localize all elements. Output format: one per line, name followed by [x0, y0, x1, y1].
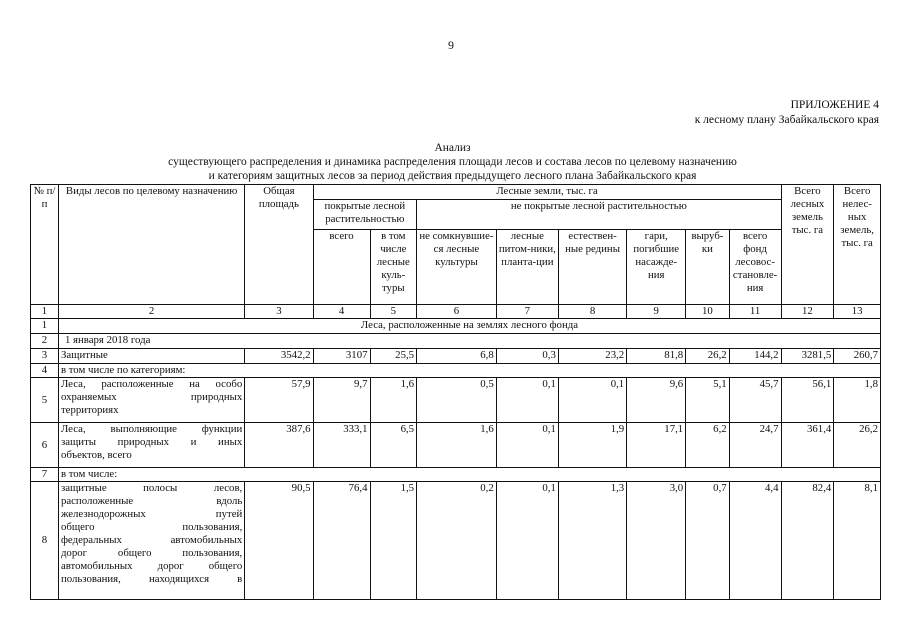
cell-value: 57,9 — [245, 378, 313, 423]
col-number: 3 — [245, 305, 313, 319]
cell-value: 17,1 — [627, 423, 686, 468]
header-total-forest: Всего лесных земель тыс. га — [781, 185, 834, 305]
cell-value: 5,1 — [686, 378, 729, 423]
cell-value: 24,7 — [729, 423, 781, 468]
cell-value: 144,2 — [729, 349, 781, 364]
table-row — [31, 482, 881, 600]
cell-value: 8,1 — [834, 482, 881, 600]
row-name-line: автомобильных дорог общего — [60, 560, 243, 572]
cell-value: 9,6 — [627, 378, 686, 423]
header-natural-sparse: естествен-ные редины — [558, 230, 626, 305]
cell-value: 1,5 — [370, 482, 417, 600]
cell-value: 45,7 — [729, 378, 781, 423]
row-name — [58, 482, 244, 600]
section-title: Леса, расположенные на землях лесного фонда — [58, 319, 880, 334]
cell-value: 90,5 — [245, 482, 313, 600]
title-line-1: Анализ — [434, 142, 471, 154]
cell-value: 26,2 — [686, 349, 729, 364]
cell-value: 26,2 — [834, 423, 881, 468]
cell-value: 9,7 — [313, 378, 370, 423]
header-incl-cultures: в том числе лесные куль-туры — [370, 230, 417, 305]
row-name-line: расположенные вдоль — [60, 495, 243, 507]
cell-value: 0,7 — [686, 482, 729, 600]
row-number: 1 — [31, 319, 59, 334]
col-number: 13 — [834, 305, 881, 319]
row-name-line: Леса, расположенные на особо — [60, 378, 243, 390]
header-burned: гари, погибшие насажде-ния — [627, 230, 686, 305]
row-number: 4 — [31, 364, 59, 378]
document-title — [0, 141, 905, 183]
col-number: 8 — [558, 305, 626, 319]
col-number: 12 — [781, 305, 834, 319]
col-number: 5 — [370, 305, 417, 319]
cell-value: 82,4 — [781, 482, 834, 600]
header-forest-lands: Лесные земли, тыс. га — [313, 185, 781, 200]
col-number: 7 — [496, 305, 558, 319]
cell-value: 1,6 — [370, 378, 417, 423]
subcategory-label: в том числе: — [58, 468, 880, 482]
row-name: Защитные — [58, 349, 244, 364]
col-number: 11 — [729, 305, 781, 319]
row-number: 6 — [31, 423, 59, 468]
table-row — [31, 423, 881, 468]
header-unclosed: не сомкнувшие-ся лесные культуры — [417, 230, 497, 305]
cell-value: 1,9 — [558, 423, 626, 468]
row-number: 5 — [31, 378, 59, 423]
header-nurseries: лесные питом-ники, планта-ции — [496, 230, 558, 305]
forest-analysis-table — [30, 184, 881, 600]
cell-value: 0,1 — [496, 482, 558, 600]
header-all: всего — [313, 230, 370, 305]
cell-value: 81,8 — [627, 349, 686, 364]
cell-value: 6,5 — [370, 423, 417, 468]
header-not-covered: не покрытые лесной растительностью — [417, 200, 781, 230]
title-line-2: существующего распределения и динамика распределения площади лесов и состава лесов по целевому назначению — [168, 156, 737, 168]
cell-value: 4,4 — [729, 482, 781, 600]
cell-value: 3107 — [313, 349, 370, 364]
header-total-reforest: всего фонд лесовос-становле-ния — [729, 230, 781, 305]
table-row — [31, 378, 881, 423]
row-number: 2 — [31, 334, 59, 349]
col-number: 4 — [313, 305, 370, 319]
cell-value: 56,1 — [781, 378, 834, 423]
cell-value: 0,2 — [417, 482, 497, 600]
table-row — [31, 468, 881, 482]
cell-value: 0,5 — [417, 378, 497, 423]
cell-value: 1,8 — [834, 378, 881, 423]
header-cuttings: выруб-ки — [686, 230, 729, 305]
cell-value: 260,7 — [834, 349, 881, 364]
row-name-line: дорог общего пользования, — [60, 547, 243, 559]
row-number: 7 — [31, 468, 59, 482]
row-name-line: федеральных автомобильных — [60, 534, 243, 546]
cell-value: 0,1 — [558, 378, 626, 423]
col-number: 2 — [58, 305, 244, 319]
header-row-1 — [31, 185, 881, 200]
page-number: 9 — [448, 38, 454, 52]
cell-value: 25,5 — [370, 349, 417, 364]
header-covered: покрытые лесной растительностью — [313, 200, 417, 230]
header-num: № п/п — [31, 185, 59, 305]
cell-value: 6,8 — [417, 349, 497, 364]
cell-value: 0,3 — [496, 349, 558, 364]
appendix-line-1: ПРИЛОЖЕНИЕ 4 — [790, 99, 879, 111]
column-number-row — [31, 305, 881, 319]
title-line-3: и категориям защитных лесов за период действия предыдущего лесного плана Забайкальского края — [208, 170, 697, 182]
col-number: 10 — [686, 305, 729, 319]
col-number: 6 — [417, 305, 497, 319]
row-name-line: территориях — [60, 404, 119, 416]
header-total: Общая площадь — [245, 185, 313, 305]
cell-value: 1,3 — [558, 482, 626, 600]
table-row — [31, 349, 881, 364]
row-name — [58, 378, 244, 423]
cell-value: 3542,2 — [245, 349, 313, 364]
row-name-line: объектов, всего — [60, 449, 132, 461]
row-name-line: пользования, находящихся в — [60, 573, 243, 585]
period-label: 1 января 2018 года — [58, 334, 880, 349]
row-name-line: общего пользования, — [60, 521, 243, 533]
row-name-line: защиты природных и иных — [60, 436, 243, 448]
cell-value: 3281,5 — [781, 349, 834, 364]
col-number: 9 — [627, 305, 686, 319]
row-number: 3 — [31, 349, 59, 364]
table-row — [31, 319, 881, 334]
cell-value: 1,6 — [417, 423, 497, 468]
appendix-line-2: к лесному плану Забайкальского края — [694, 114, 879, 126]
row-name-line: Леса, выполняющие функции — [60, 423, 243, 435]
cell-value: 6,2 — [686, 423, 729, 468]
cell-value: 361,4 — [781, 423, 834, 468]
cell-value: 0,1 — [496, 423, 558, 468]
header-total-nonforest: Всего нелес-ных земель, тыс. га — [834, 185, 881, 305]
row-name-line: железнодорожных путей — [60, 508, 243, 520]
cell-value: 0,1 — [496, 378, 558, 423]
cell-value: 3,0 — [627, 482, 686, 600]
row-name — [58, 423, 244, 468]
col-number: 1 — [31, 305, 59, 319]
table-row — [31, 334, 881, 349]
cell-value: 23,2 — [558, 349, 626, 364]
cell-value: 387,6 — [245, 423, 313, 468]
cell-value: 76,4 — [313, 482, 370, 600]
cell-value: 333,1 — [313, 423, 370, 468]
appendix-label — [695, 98, 879, 128]
row-number: 8 — [31, 482, 59, 600]
header-types: Виды лесов по целевому назначению — [58, 185, 244, 305]
row-name-line: охраняемых природных — [60, 391, 243, 403]
row-name-line: защитные полосы лесов, — [60, 482, 243, 494]
category-label: в том числе по категориям: — [58, 364, 880, 378]
table-row — [31, 364, 881, 378]
